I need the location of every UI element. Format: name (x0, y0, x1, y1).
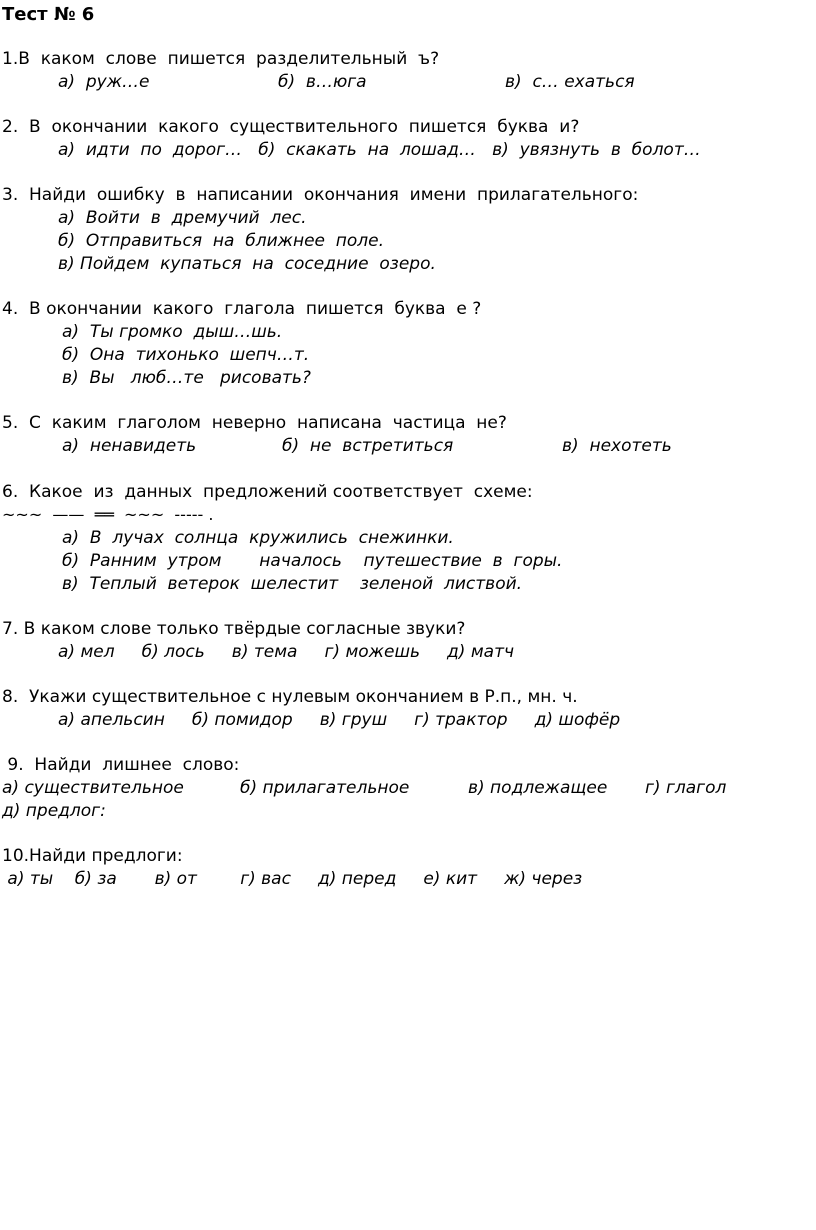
q3-option-b: б) Отправиться на ближнее поле. (58, 231, 385, 251)
q6-option-c: в) Теплый ветерок шелестит зеленой листвой. (62, 574, 523, 594)
q7-options: а) мел б) лось в) тема г) можешь д) матч (58, 642, 515, 662)
q4-option-c: в) Вы люб…те рисовать? (62, 368, 311, 388)
q4-option-a: а) Ты громко дыш…шь. (62, 322, 283, 342)
question-3: 3. Найди ошибку в написании окончания имени прилагательного: (2, 185, 639, 205)
question-4: 4. В окончании какого глагола пишется буква е ? (2, 299, 482, 319)
q1-option-a: а) руж…е (58, 72, 150, 92)
question-9: 9. Найди лишнее слово: (2, 755, 240, 775)
question-6: 6. Какое из данных предложений соответствует схеме: (2, 482, 533, 502)
q9-option-a: а) существительное (2, 778, 184, 798)
q1-option-b: б) в…юга (278, 72, 367, 92)
q5-option-b: б) не встретиться (282, 436, 454, 456)
q6-option-a: а) В лучах солнца кружились снежинки. (62, 528, 454, 548)
q9-option-d: г) глагол (645, 778, 727, 798)
question-10: 10.Найди предлоги: (2, 846, 183, 866)
question-2: 2. В окончании какого существительного пишется буква и? (2, 117, 580, 137)
q5-option-a: а) ненавидеть (62, 436, 197, 456)
q3-option-c: в) Пойдем купаться на соседние озеро. (58, 254, 436, 274)
q6-option-b: б) Ранним утром началось путешествие в горы. (62, 551, 563, 571)
q2-options: а) идти по дорог… б) скакать на лошад… в) увязнуть в болот… (58, 140, 701, 160)
q9-option-e: д) предлог: (2, 801, 106, 821)
q9-option-b: б) прилагательное (240, 778, 410, 798)
question-5: 5. С каким глаголом неверно написана частица не? (2, 413, 507, 433)
question-7: 7. В каком слове только твёрдые согласные звуки? (2, 619, 466, 639)
q3-option-a: а) Войти в дремучий лес. (58, 208, 307, 228)
q9-option-c: в) подлежащее (468, 778, 608, 798)
test-title: Тест № 6 (2, 4, 95, 25)
question-1: 1.В каком слове пишется разделительный ъ? (2, 49, 440, 69)
question-8: 8. Укажи существительное с нулевым окончанием в Р.п., мн. ч. (2, 687, 578, 707)
q8-options: а) апельсин б) помидор в) груш г) трактор д) шофёр (58, 710, 621, 730)
q4-option-b: б) Она тихонько шепч…т. (62, 345, 310, 365)
q5-option-c: в) нехотеть (562, 436, 672, 456)
q10-options: а) ты б) за в) от г) вас д) перед е) кит ж) через (2, 869, 583, 889)
q1-option-c: в) с… ехаться (505, 72, 635, 92)
q6-scheme: ~~~ —— ══ ~~~ ----- . (2, 505, 214, 524)
